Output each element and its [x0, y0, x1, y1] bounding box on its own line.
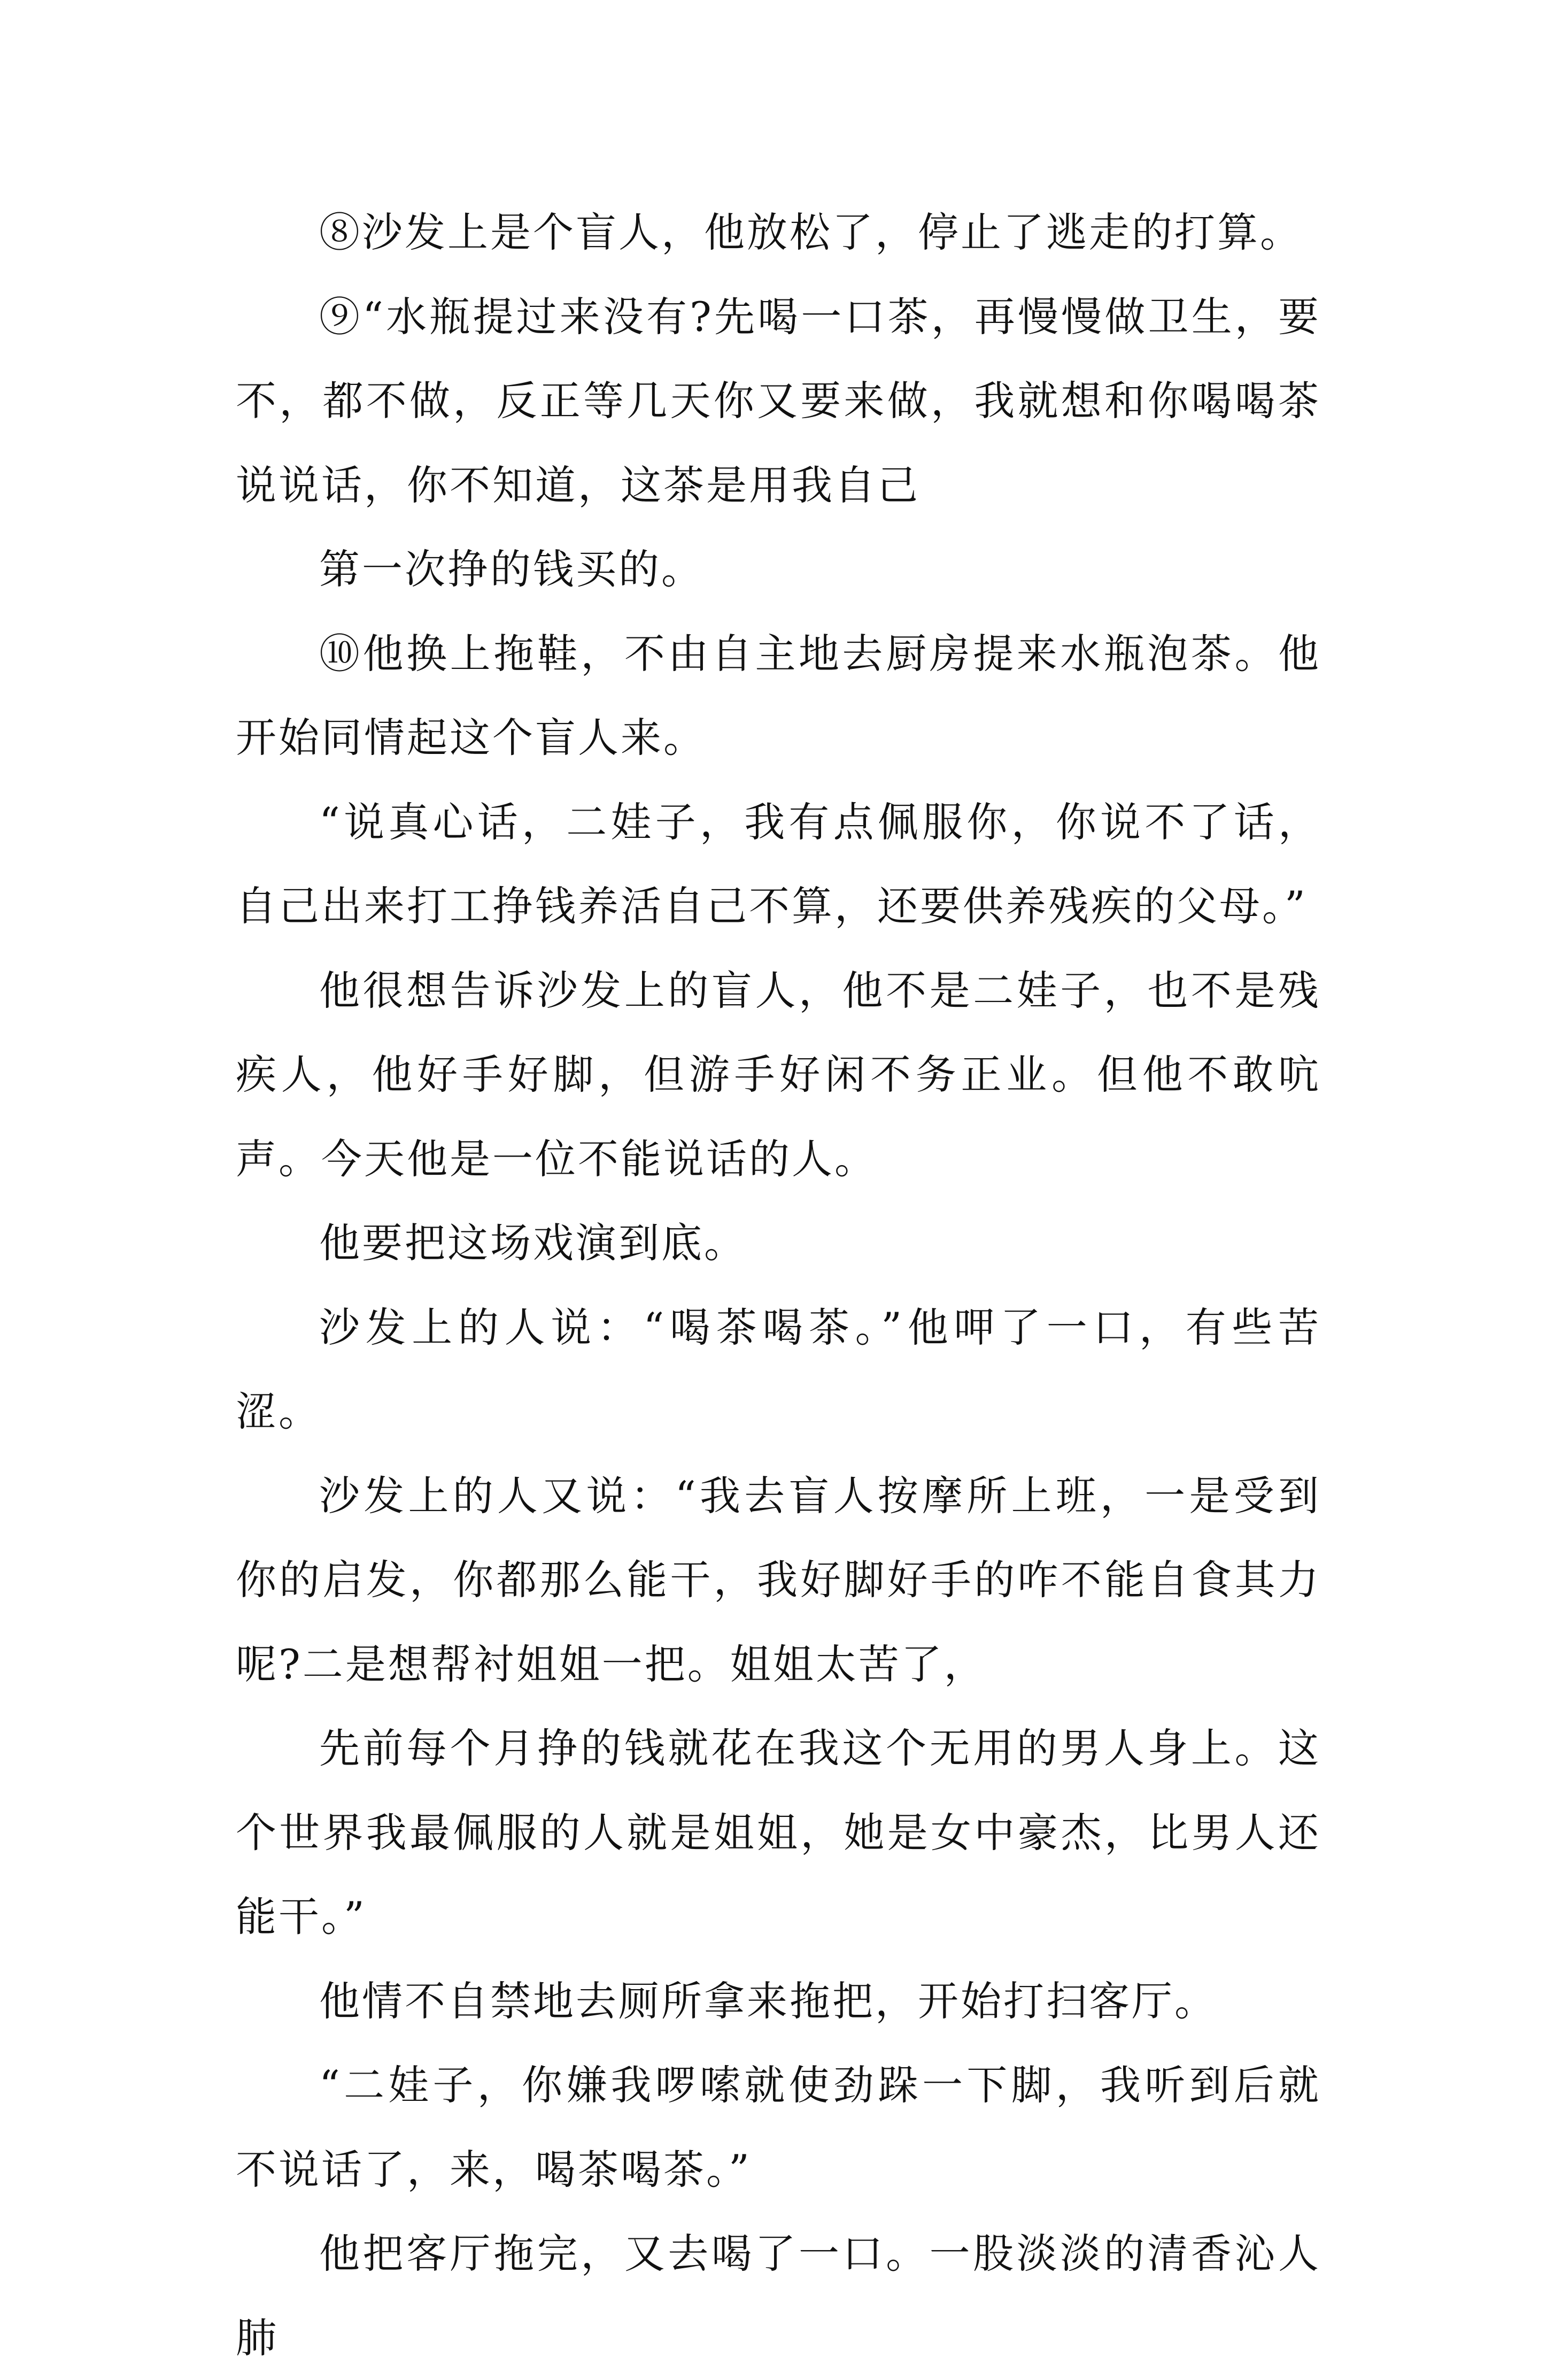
paragraph-continuation: 第一次挣的钱买的。 [319, 545, 704, 593]
paragraph-narration-2: 他要把这场戏演到底。 [319, 1219, 747, 1267]
paragraph-dialogue-4: “二娃子，你嫌我啰嗦就使劲跺一下脚，我听到后就不说话了，来，喝茶喝茶。” [236, 2061, 1321, 2193]
paragraph-dialogue-2: 沙发上的人说：“喝茶喝茶。”他呷了一口，有些苦涩。 [236, 1303, 1321, 1435]
paragraph-dialogue-1: “说真心话，二娃子，我有点佩服你，你说不了话，自己出来打工挣钱养活自己不算，还要供养残疾的父母。” [236, 798, 1321, 930]
paragraph-9: ⑨“水瓶提过来没有?先喝一口茶，再慢慢做卫生，要不，都不做，反正等几天你又要来做，我就想和你喝喝茶说说话，你不知道，这茶是用我自己 [236, 292, 1321, 509]
paragraph-narration-1: 他很想告诉沙发上的盲人，他不是二娃子，也不是残疾人，他好手好脚，但游手好闲不务正业。但他不敢吭声。今天他是一位不能说话的人。 [236, 966, 1321, 1183]
story-text [236, 190, 1321, 2380]
paragraph-8: ⑧沙发上是个盲人，他放松了，停止了逃走的打算。 [319, 209, 1303, 256]
paragraph-10: ⑩他换上拖鞋，不由自主地去厨房提来水瓶泡茶。他开始同情起这个盲人来。 [236, 629, 1321, 761]
paragraph-narration-3: 他情不自禁地去厕所拿来拖把，开始打扫客厅。 [319, 1977, 1217, 2025]
paragraph-dialogue-3: 沙发上的人又说：“我去盲人按摩所上班，一是受到你的启发，你都那么能干，我好脚好手的咋不能自食其力呢?二是想帮衬姐姐一把。姐姐太苦了， [236, 1472, 1321, 1688]
paragraph-narration-4: 他把客厅拖完，又去喝了一口。一股淡淡的清香沁人肺 [236, 2230, 1321, 2362]
paragraph-dialogue-3-continued: 先前每个月挣的钱就花在我这个无用的男人身上。这个世界我最佩服的人就是姐姐，她是女中豪杰，比男人还能干。” [236, 1724, 1321, 1940]
